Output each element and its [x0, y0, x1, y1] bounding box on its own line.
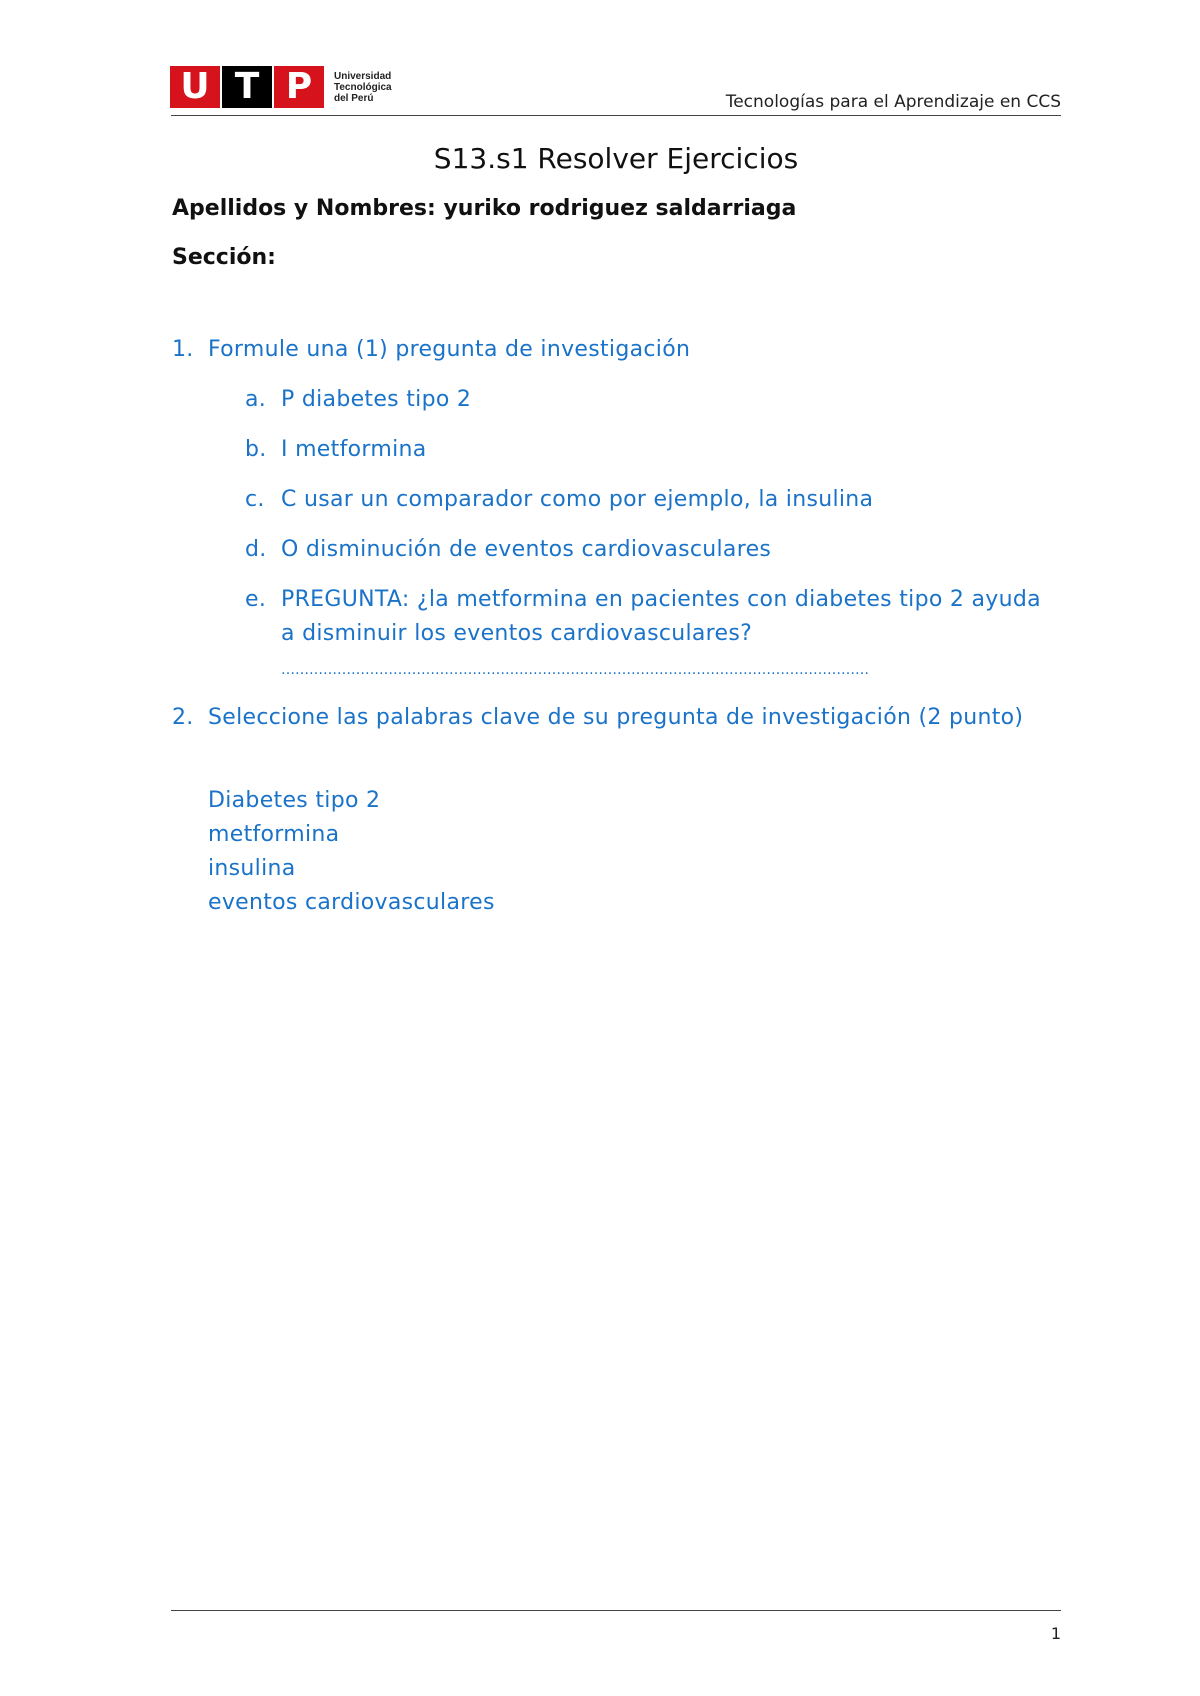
footer-divider: [171, 1610, 1061, 1611]
keyword: eventos cardiovasculares: [208, 890, 495, 915]
list-item: [245, 433, 1061, 467]
course-header: Tecnologías para el Aprendizaje en CCS: [725, 92, 1061, 112]
utp-logo: [170, 66, 392, 108]
question-e-text: PREGUNTA: ¿la metformina en pacientes con diabetes tipo 2 ayuda a disminuir los eventos cardiovasculares?: [281, 587, 1041, 646]
item-text: [281, 583, 1061, 685]
keyword: metformina: [208, 822, 340, 847]
dotted-answer-line: ………………………………………………………………………………………………………………: [281, 662, 869, 678]
keyword: insulina: [208, 856, 296, 881]
item-letter: b.: [245, 437, 267, 462]
logo-letter-u: U: [170, 66, 220, 108]
question-2: [172, 701, 1038, 735]
list-item: [245, 583, 1061, 685]
header-divider: [171, 115, 1061, 116]
item-letter: d.: [245, 537, 267, 562]
item-text: O disminución de eventos cardiovasculares: [281, 537, 772, 562]
logo-university-name: [334, 71, 392, 104]
keyword: Diabetes tipo 2: [208, 788, 381, 813]
item-letter: e.: [245, 587, 267, 612]
student-name-field: Apellidos y Nombres: yuriko rodriguez saldarriaga: [172, 196, 797, 221]
question-1: [172, 333, 1038, 367]
logo-line-1: Universidad: [334, 70, 392, 82]
list-item: [245, 533, 1061, 567]
item-text: P diabetes tipo 2: [281, 387, 472, 412]
logo-letter-p: P: [274, 66, 324, 108]
document-title: S13.s1 Resolver Ejercicios: [433, 142, 799, 175]
list-item: [245, 383, 1061, 417]
question-text: Formule una (1) pregunta de investigación: [208, 337, 691, 362]
logo-line-2: Tecnológica: [334, 81, 392, 93]
logo-letter-t: T: [222, 66, 272, 108]
question-text: Seleccione las palabras clave de su pregunta de investigación (2 punto): [208, 705, 1024, 730]
question-number: 1.: [172, 337, 194, 362]
item-letter: c.: [245, 487, 265, 512]
item-text: I metformina: [281, 437, 427, 462]
question-number: 2.: [172, 705, 194, 730]
list-item: [245, 483, 1061, 517]
item-letter: a.: [245, 387, 267, 412]
item-text: C usar un comparador como por ejemplo, la insulina: [281, 487, 874, 512]
logo-line-3: del Perú: [334, 92, 374, 104]
page-number: 1: [1050, 1624, 1061, 1643]
section-field: Sección:: [172, 245, 276, 270]
